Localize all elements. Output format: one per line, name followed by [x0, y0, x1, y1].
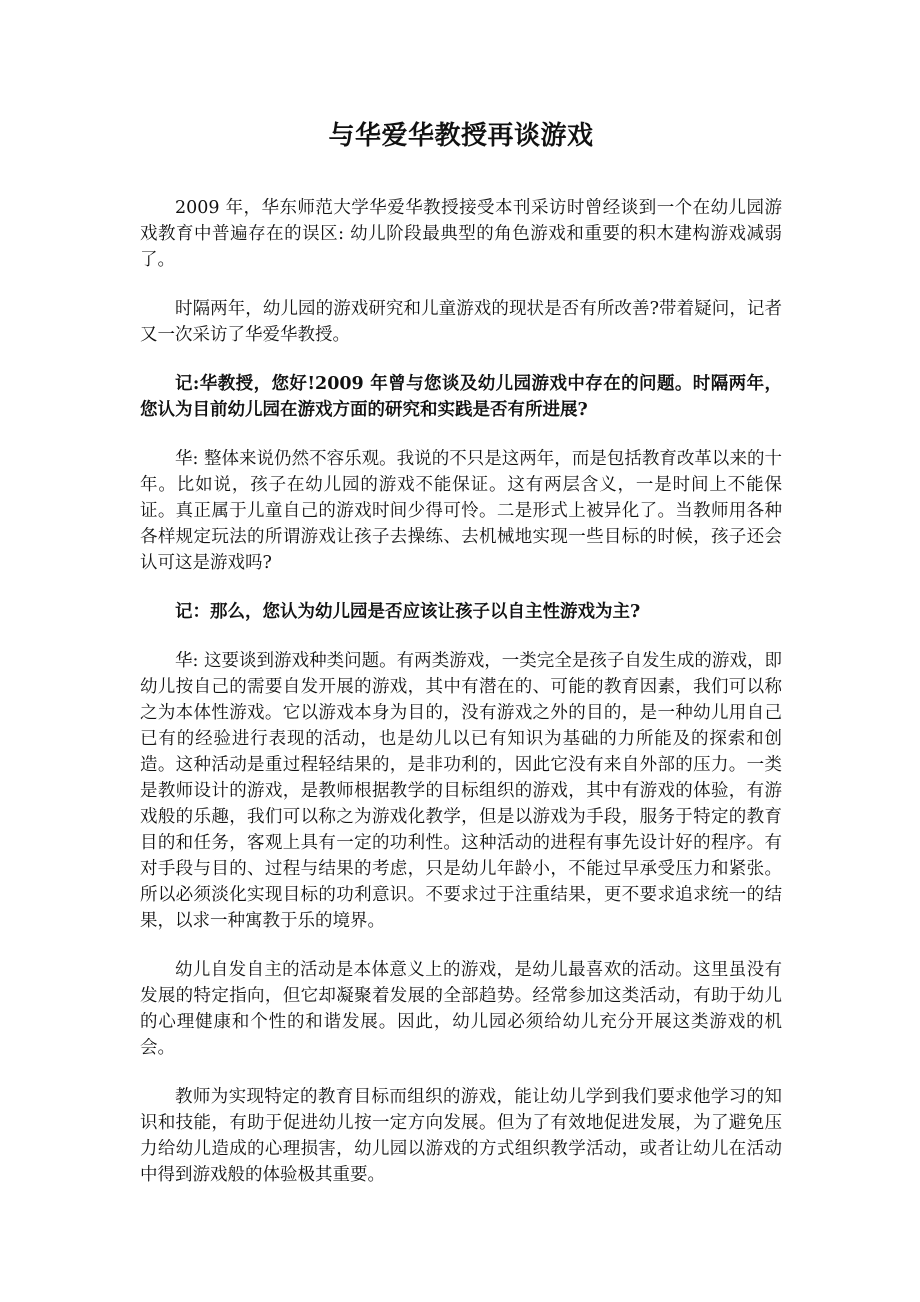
- answer-2-text: 这要谈到游戏种类问题。有两类游戏，一类完全是孩子自发生成的游戏，即幼儿按自己的需要自发开展的游戏，其中有潜在的、可能的教育因素，我们可以称之为本体性游戏。它以游戏本身为目的，没有游戏之外的目的，是一种幼儿用自己已有的经验进行表现的活动，也是幼儿以已有知识为基础的力所能及的探索和创造。这种活动是重过程轻结果的，是非功利的，因此它没有来自外部的压力。一类是教师设计的游戏，是教师根据教学的目标组织的游戏，其中有游戏的体验，有游戏般的乐趣，我们可以称之为游戏化教学，但是以游戏为手段，服务于特定的教育目的和任务，客观上具有一定的功利性。这种活动的进程有事先设计好的程序。有对手段与目的、过程与结果的考虑，只是幼儿年龄小，不能过早承受压力和紧张。所以必须淡化实现目标的功利意识。不要求过于注重结果，更不要求追求统一的结果，以求一种寓教于乐的境界。: [140, 651, 782, 931]
- answer-1-text: 整体来说仍然不容乐观。我说的不只是这两年，而是包括教育改革以来的十年。比如说，孩子在幼儿园的游戏不能保证。这有两层含义，一是时间上不能保证。真正属于儿童自己的游戏时间少得可怜。二是形式上被异化了。当教师用各种各样规定玩法的所谓游戏让孩子去操练、去机械地实现一些目标的时候，孩子还会认可这是游戏吗?: [140, 449, 782, 573]
- answer-2-speaker: 华:: [175, 651, 199, 671]
- question-1-speaker: 记:: [175, 374, 200, 394]
- paragraph-intro: 2009 年，华东师范大学华爱华教授接受本刊采访时曾经谈到一个在幼儿园游戏教育中普遍存在的误区: 幼儿阶段最典型的角色游戏和重要的积木建构游戏减弱了。: [140, 198, 782, 270]
- answer-2: [140, 648, 782, 934]
- answer-1-speaker: 华:: [175, 449, 199, 469]
- question-2-speaker: 记：: [175, 602, 210, 622]
- paragraph-teacher-play: 教师为实现特定的教育目标而组织的游戏，能让幼儿学到我们要求他学习的知识和技能，有助于促进幼儿按一定方向发展。但为了有效地促进发展，为了避免压力给幼儿造成的心理损害，幼儿园以游戏的方式组织教学活动，或者让幼儿在活动中得到游戏般的体验极其重要。: [140, 1087, 782, 1185]
- question-1-text: 华教授，您好!2009 年曾与您谈及幼儿园游戏中存在的问题。时隔两年，您认为目前幼儿园在游戏方面的研究和实践是否有所进展?: [140, 374, 782, 420]
- article-title: 与华爱华教授再谈游戏: [328, 121, 594, 151]
- question-2-text: 那么，您认为幼儿园是否应该让孩子以自主性游戏为主?: [210, 602, 641, 622]
- paragraph-spontaneous-play: 幼儿自发自主的活动是本体意义上的游戏，是幼儿最喜欢的活动。这里虽没有发展的特定指向，但它却凝聚着发展的全部趋势。经常参加这类活动，有助于幼儿的心理健康和个性的和谐发展。因此，幼儿园必须给幼儿充分开展这类游戏的机会。: [140, 960, 782, 1058]
- question-2: [140, 599, 782, 625]
- question-1: [140, 371, 782, 423]
- paragraph-context: 时隔两年，幼儿园的游戏研究和儿童游戏的现状是否有所改善?带着疑问，记者又一次采访了华爱华教授。: [140, 299, 782, 345]
- answer-1: [140, 446, 782, 576]
